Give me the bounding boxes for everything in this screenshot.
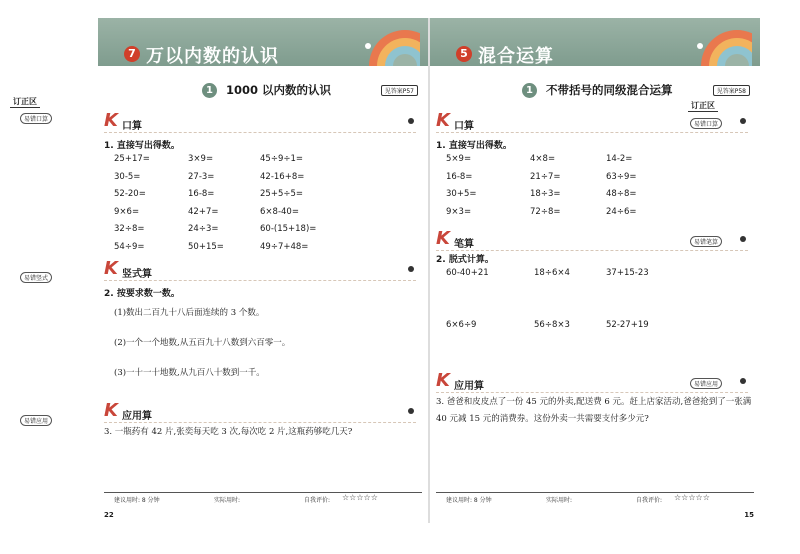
- chapter-title: 万以内数的认识: [146, 46, 279, 67]
- math-item: 24÷6=: [606, 206, 637, 217]
- chapter-number: 7: [124, 46, 140, 62]
- rainbow-decoration-icon: [682, 22, 752, 66]
- page-footer: [436, 492, 754, 505]
- math-item: 30-5=: [114, 171, 141, 182]
- pin-icon: [408, 118, 414, 124]
- math-item: 42-16+8=: [260, 171, 305, 182]
- self-eval: 自我评价:: [304, 497, 331, 504]
- margin-oral: 易错口算: [690, 118, 722, 129]
- self-eval: 自我评价:: [636, 497, 663, 504]
- rating-stars[interactable]: ☆☆☆☆☆: [674, 493, 710, 502]
- actual-time: 实际用时:: [214, 497, 241, 504]
- applied-header: [104, 400, 416, 423]
- math-item: 3×9=: [188, 154, 214, 164]
- pin-icon: [740, 236, 746, 242]
- oral-label: 口算: [122, 121, 142, 132]
- question-3: 3. 爸爸和皮皮点了一份 45 元的外卖,配送费 6 元。赶上店家活动,爸爸抢到了一张满 40 元减 15 元的消费券。这份外卖一共需要支付多少元?: [436, 397, 752, 424]
- math-item: 16-8=: [188, 189, 215, 199]
- math-item: 45÷9÷1=: [260, 154, 303, 164]
- math-item: 52-27+19: [606, 320, 649, 330]
- page-number: 15: [744, 511, 754, 519]
- math-item: 6×6÷9: [446, 320, 477, 330]
- section-title: 1000 以内数的认识: [226, 83, 332, 97]
- answer-tag: 见答案P57: [381, 85, 418, 96]
- section-title: 不带括号的同级混合运算: [546, 83, 673, 97]
- math-item: 16-8=: [446, 171, 473, 182]
- applied-label: 应用算: [122, 411, 152, 422]
- left-page: [98, 18, 428, 523]
- math-item: 63÷9=: [606, 171, 637, 182]
- section-header: [430, 82, 760, 102]
- math-item: 54÷9=: [114, 241, 145, 252]
- math-item: 37+15-23: [606, 268, 649, 278]
- math-item: 52-20=: [114, 189, 146, 199]
- chapter-banner: [98, 18, 428, 66]
- math-item: 14-2=: [606, 154, 633, 164]
- rainbow-decoration-icon: [350, 22, 420, 66]
- math-item: 72÷8=: [530, 206, 561, 217]
- math-item: 60-(15+18)=: [260, 224, 317, 234]
- math-item: 27-3=: [188, 171, 215, 182]
- math-item: 50+15=: [188, 241, 224, 252]
- math-item: 25+17=: [114, 154, 150, 164]
- applied-label: 应用算: [454, 381, 484, 392]
- oral-header: [104, 110, 416, 133]
- math-item: 9×6=: [114, 206, 140, 217]
- page-footer: [104, 492, 422, 505]
- section-header: [98, 82, 428, 102]
- count-item-3: (3)一十一十地数,从九百八十数到一千。: [114, 368, 265, 378]
- chapter-banner: [430, 18, 760, 66]
- math-item: 4×8=: [530, 154, 556, 164]
- margin-applied: 易错应用: [690, 378, 722, 389]
- math-item: 18÷6×4: [534, 268, 570, 278]
- pencil-icon: K: [436, 370, 450, 391]
- margin-written: 易错笔算: [690, 236, 722, 247]
- question-1: 1. 直接写出得数。: [104, 141, 180, 151]
- written-label: 笔算: [454, 239, 474, 250]
- oral-label: 口算: [454, 121, 474, 132]
- pin-icon: [408, 266, 414, 272]
- math-item: 32÷8=: [114, 224, 145, 234]
- pencil-icon: K: [104, 258, 118, 279]
- margin-vertical: 易错竖式: [20, 272, 52, 283]
- pencil-icon: K: [436, 110, 450, 131]
- actual-time: 实际用时:: [546, 497, 573, 504]
- math-item: 9×3=: [446, 206, 472, 217]
- pin-icon: [408, 408, 414, 414]
- section-number: 1: [202, 83, 217, 98]
- math-item: 24÷3=: [188, 224, 219, 234]
- math-item: 25+5÷5=: [260, 189, 303, 199]
- math-item: 6×8-40=: [260, 206, 299, 217]
- pin-icon: [740, 118, 746, 124]
- answer-tag: 见答案P58: [713, 85, 750, 96]
- margin-oral: 易错口算: [20, 113, 52, 124]
- pencil-icon: K: [436, 228, 450, 249]
- math-item: 21÷7=: [530, 171, 561, 182]
- question-2: 2. 按要求数一数。: [104, 289, 180, 299]
- vertical-header: [104, 258, 416, 281]
- pencil-icon: K: [104, 400, 118, 421]
- math-item: 5×9=: [446, 154, 472, 164]
- section-number: 1: [522, 83, 537, 98]
- chapter-number: 5: [456, 46, 472, 62]
- count-item-1: (1)数出二百九十八后面连续的 3 个数。: [114, 308, 265, 318]
- pin-icon: [740, 378, 746, 384]
- correction-zone-label: 订正区: [10, 96, 40, 108]
- count-item-2: (2)一个一个地数,从五百九十八数到六百零一。: [114, 338, 291, 348]
- page-number: 22: [104, 511, 114, 519]
- math-item: 42+7=: [188, 206, 219, 217]
- math-item: 60-40+21: [446, 268, 489, 278]
- pencil-icon: K: [104, 110, 118, 131]
- math-item: 49÷7+48=: [260, 241, 309, 252]
- right-page: [430, 18, 760, 523]
- question-1: 1. 直接写出得数。: [436, 141, 512, 151]
- question-3: 3. 一瓶药有 42 片,张奕每天吃 3 次,每次吃 2 片,这瓶药够吃几天?: [104, 427, 353, 437]
- math-item: 30+5=: [446, 189, 477, 199]
- suggested-time: 建议用时: 8 分钟: [114, 497, 160, 504]
- correction-zone-label: 订正区: [688, 100, 718, 112]
- rating-stars[interactable]: ☆☆☆☆☆: [342, 493, 378, 502]
- math-item: 48÷8=: [606, 189, 637, 199]
- margin-applied: 易错应用: [20, 415, 52, 426]
- suggested-time: 建议用时: 8 分钟: [446, 497, 492, 504]
- math-item: 18÷3=: [530, 189, 561, 199]
- question-2: 2. 脱式计算。: [436, 255, 494, 265]
- chapter-title: 混合运算: [478, 46, 554, 67]
- vertical-label: 竖式算: [122, 269, 152, 280]
- math-item: 56÷8×3: [534, 320, 570, 330]
